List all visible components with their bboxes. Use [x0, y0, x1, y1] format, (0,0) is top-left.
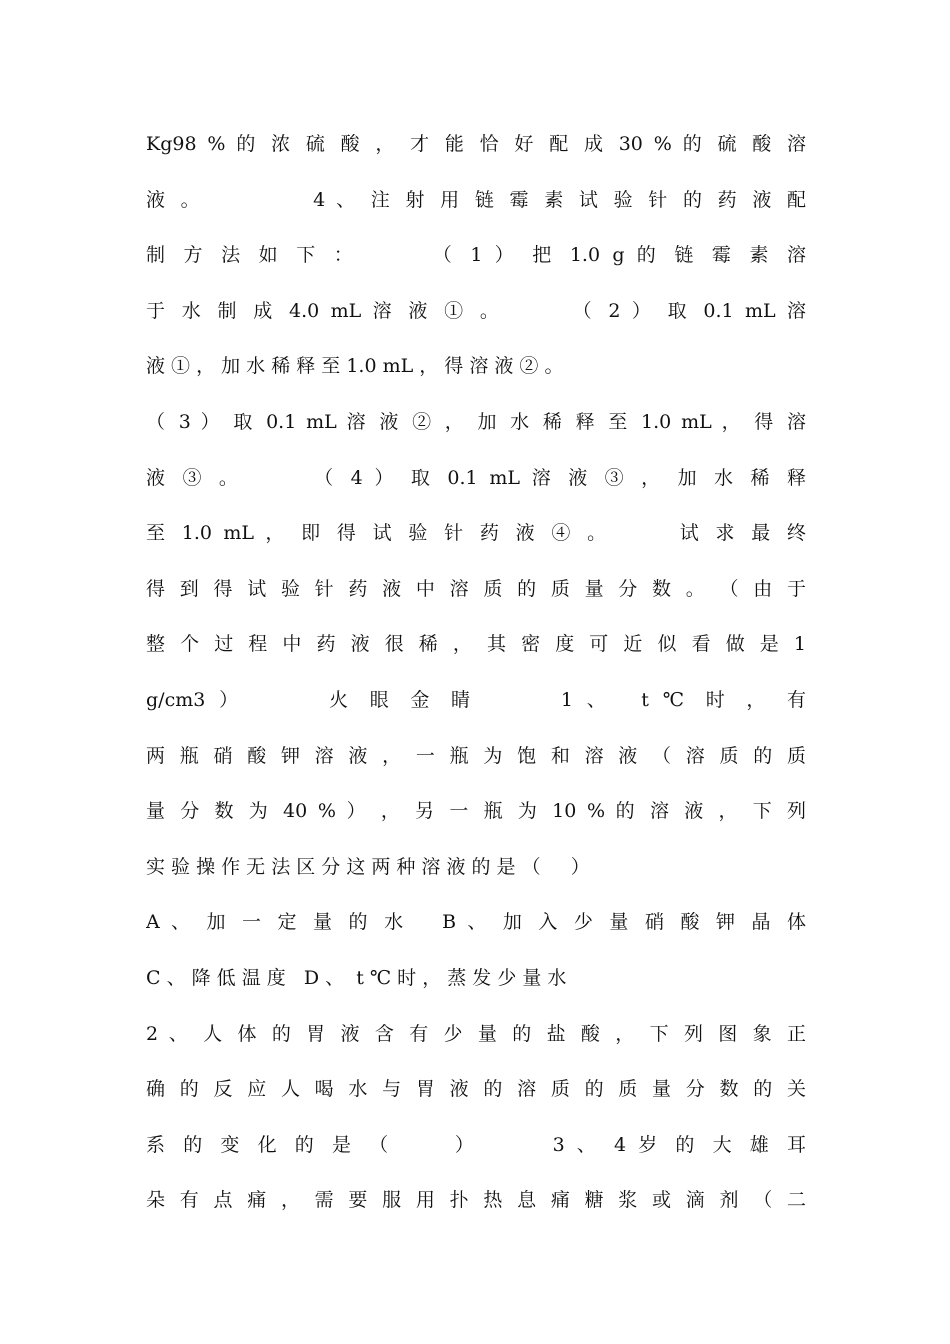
text-line-14: 实 验 操 作 无 法 区 分 这 两 种 溶 液 的 是 （ ）	[146, 855, 590, 878]
text-line-2: 液 。 4 、 注 射 用 链 霉 素 试 验 针 的 药 液 配	[146, 188, 806, 211]
text-line-9: 得 到 得 试 验 针 药 液 中 溶 质 的 质 量 分 数 。 （ 由 于	[146, 577, 806, 600]
text-line-15: A 、 加 一 定 量 的 水 B 、 加 入 少 量 硝 酸 钾 晶 体	[146, 911, 806, 934]
text-line-19: 系 的 变 化 的 是 （ ） 3 、 4 岁 的 大 雄 耳	[146, 1133, 806, 1156]
text-line-16: C 、 降 低 温 度 D 、 t ℃ 时 ， 蒸 发 少 量 水	[146, 966, 567, 989]
text-line-10: 整 个 过 程 中 药 液 很 稀 ， 其 密 度 可 近 似 看 做 是 1	[146, 633, 806, 656]
text-line-13: 量 分 数 为 40 % ） ， 另 一 瓶 为 10 % 的 溶 液 ， 下 列	[146, 800, 806, 823]
text-line-6: （ 3 ） 取 0.1 mL 溶 液 ② ， 加 水 稀 释 至 1.0 mL ， 得 溶	[146, 410, 806, 433]
text-line-7: 液 ③ 。 （ 4 ） 取 0.1 mL 溶 液 ③ ， 加 水 稀 释	[146, 466, 806, 489]
text-line-3: 制 方 法 如 下 ： （ 1 ） 把 1.0 g 的 链 霉 素 溶	[146, 244, 806, 267]
body-text	[146, 117, 806, 1229]
text-line-11: g/cm3 ） 火 眼 金 睛 1 、 t ℃ 时 ， 有	[146, 688, 806, 711]
text-line-1: Kg98 % 的 浓 硫 酸 ， 才 能 恰 好 配 成 30 % 的 硫 酸 溶	[146, 133, 806, 155]
text-line-5: 液 ① ， 加 水 稀 释 至 1.0 mL ， 得 溶 液 ② 。	[146, 355, 564, 378]
text-line-12: 两 瓶 硝 酸 钾 溶 液 ， 一 瓶 为 饱 和 溶 液 （ 溶 质 的 质	[146, 744, 806, 767]
text-line-18: 确 的 反 应 人 喝 水 与 胃 液 的 溶 质 的 质 量 分 数 的 关	[146, 1078, 806, 1101]
text-line-4: 于 水 制 成 4.0 mL 溶 液 ① 。 （ 2 ） 取 0.1 mL 溶	[146, 299, 806, 322]
text-line-8: 至 1.0 mL ， 即 得 试 验 针 药 液 ④ 。 试 求 最 终	[146, 522, 806, 545]
text-line-20: 朵 有 点 痛 ， 需 要 服 用 扑 热 息 痛 糖 浆 或 滴 剂 （ 二	[146, 1189, 806, 1212]
text-line-17: 2 、 人 体 的 胃 液 含 有 少 量 的 盐 酸 ， 下 列 图 象 正	[146, 1022, 806, 1045]
